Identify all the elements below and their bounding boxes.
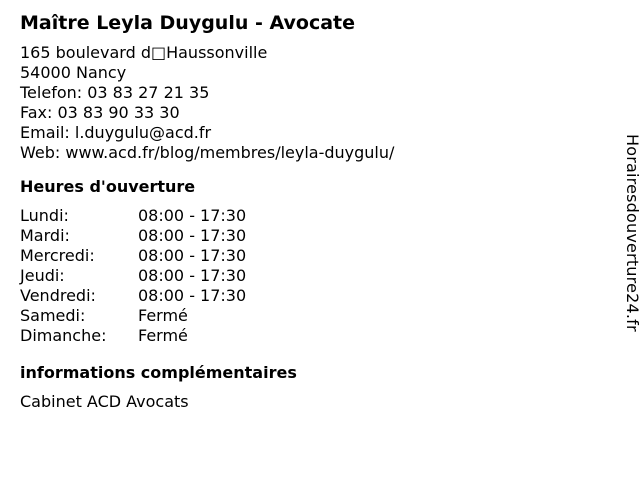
- info-heading: informations complémentaires: [20, 363, 297, 382]
- address-street: 165 boulevard d□Haussonville: [20, 43, 268, 62]
- hours-time: 08:00 - 17:30: [138, 286, 247, 305]
- hours-day: Dimanche:: [20, 326, 107, 345]
- hours-row-mardi: [20, 226, 600, 246]
- hours-time: 08:00 - 17:30: [138, 226, 247, 245]
- watermark-text: Horairesdouverture24.fr: [623, 134, 642, 332]
- fax-line: Fax: 03 83 90 33 30: [20, 103, 180, 122]
- hours-row-lundi: [20, 206, 600, 226]
- hours-day: Mercredi:: [20, 246, 95, 265]
- hours-row-jeudi: [20, 266, 600, 286]
- info-text: Cabinet ACD Avocats: [20, 392, 189, 411]
- hours-row-dimanche: [20, 326, 600, 346]
- web-line: Web: www.acd.fr/blog/membres/leyla-duygulu/: [20, 143, 395, 162]
- listing-card: [20, 10, 600, 412]
- hours-time: 08:00 - 17:30: [138, 246, 247, 265]
- hours-day: Lundi:: [20, 206, 69, 225]
- hours-day: Jeudi:: [20, 266, 65, 285]
- hours-row-vendredi: [20, 286, 600, 306]
- hours-day: Mardi:: [20, 226, 70, 245]
- hours-heading: Heures d'ouverture: [20, 177, 196, 196]
- address-city: 54000 Nancy: [20, 63, 127, 82]
- hours-day: Vendredi:: [20, 286, 96, 305]
- hours-table: [20, 206, 600, 346]
- page-title: Maître Leyla Duygulu - Avocate: [20, 12, 356, 34]
- phone-line: Telefon: 03 83 27 21 35: [20, 83, 210, 102]
- hours-row-mercredi: [20, 246, 600, 266]
- hours-time: 08:00 - 17:30: [138, 266, 247, 285]
- hours-time: 08:00 - 17:30: [138, 206, 247, 225]
- hours-day: Samedi:: [20, 306, 86, 325]
- hours-row-samedi: [20, 306, 600, 326]
- email-line: Email: l.duygulu@acd.fr: [20, 123, 212, 142]
- hours-time: Fermé: [138, 326, 188, 345]
- hours-time: Fermé: [138, 306, 188, 325]
